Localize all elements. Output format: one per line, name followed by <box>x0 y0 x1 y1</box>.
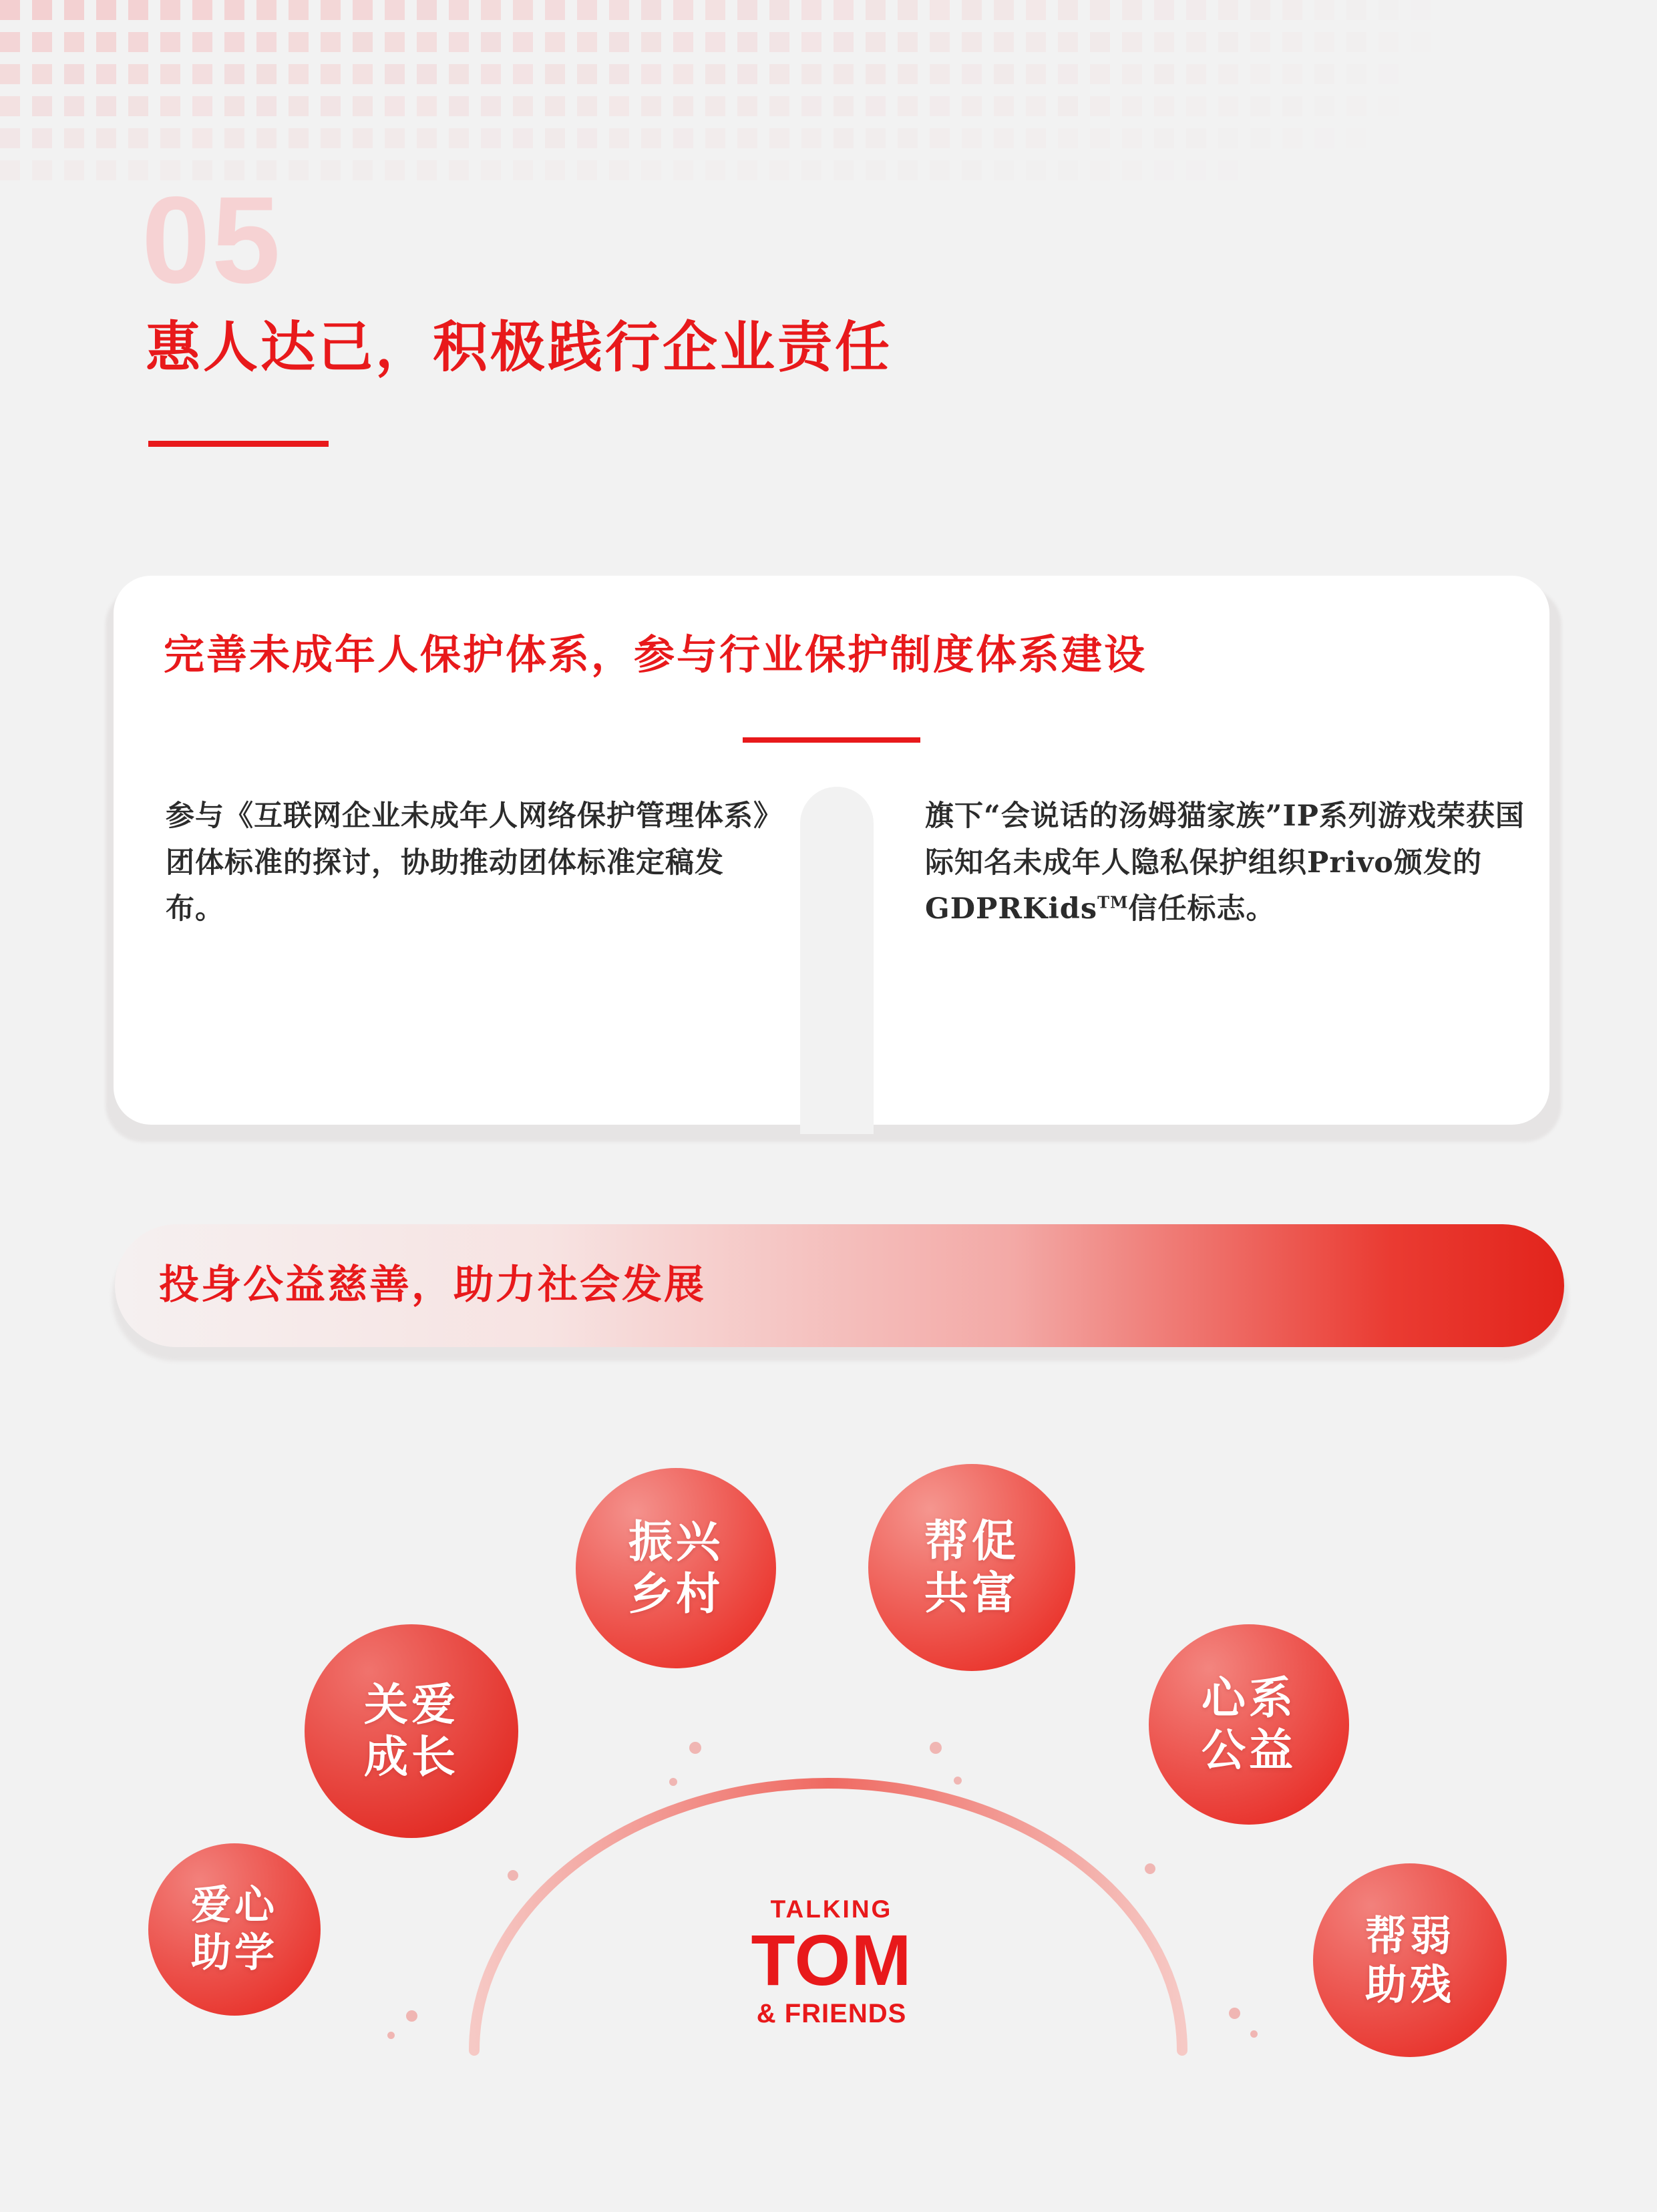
grid-dot <box>1186 128 1206 148</box>
grid-dot <box>353 96 373 116</box>
grid-dot <box>641 64 661 84</box>
grid-dot <box>1250 32 1270 52</box>
grid-dot <box>513 0 533 20</box>
decorative-dot-grid <box>0 0 1657 200</box>
grid-dot <box>737 0 757 20</box>
grid-dot <box>289 128 309 148</box>
title-underline <box>148 441 329 447</box>
grid-dot <box>1058 0 1078 20</box>
grid-dot <box>417 0 437 20</box>
grid-dot <box>577 128 597 148</box>
grid-dot <box>224 96 244 116</box>
grid-dot <box>417 96 437 116</box>
bubble-love-education <box>148 1843 321 2016</box>
grid-dot <box>96 160 116 180</box>
grid-dot <box>289 64 309 84</box>
grid-dot <box>192 64 212 84</box>
grid-dot <box>1154 160 1174 180</box>
grid-dot <box>641 32 661 52</box>
grid-dot <box>1186 64 1206 84</box>
grid-dot <box>834 128 854 148</box>
grid-dot <box>801 64 821 84</box>
grid-dot <box>1122 0 1142 20</box>
grid-dot <box>673 32 693 52</box>
grid-dot <box>673 96 693 116</box>
grid-dot <box>898 160 918 180</box>
bubble-line: 帮促 <box>924 1515 1019 1568</box>
grid-dot <box>994 160 1014 180</box>
grid-dot <box>930 128 950 148</box>
logo-main-text: TOM <box>751 1919 912 2000</box>
bubble-line: 帮弱 <box>1364 1911 1455 1960</box>
grid-dot <box>385 0 405 20</box>
grid-dot <box>449 160 469 180</box>
grid-dot <box>1026 128 1046 148</box>
grid-dot <box>1058 64 1078 84</box>
grid-dot <box>866 128 886 148</box>
grid-dot <box>64 64 84 84</box>
grid-dot <box>417 160 437 180</box>
decor-dot <box>669 1778 677 1786</box>
grid-dot <box>128 96 148 116</box>
grid-dot <box>449 32 469 52</box>
bubble-help-disabled <box>1313 1863 1507 2057</box>
grid-dot <box>930 160 950 180</box>
grid-dot <box>1378 32 1399 52</box>
grid-dot <box>224 64 244 84</box>
grid-dot <box>1154 0 1174 20</box>
grid-dot <box>417 128 437 148</box>
grid-dot <box>769 32 789 52</box>
grid-dot <box>513 96 533 116</box>
grid-dot <box>1090 64 1110 84</box>
grid-dot <box>962 32 982 52</box>
decor-dot <box>689 1742 701 1754</box>
section-number: 05 <box>142 172 282 309</box>
grid-dot <box>1378 64 1399 84</box>
grid-dot <box>96 32 116 52</box>
grid-dot <box>866 64 886 84</box>
grid-dot <box>1090 160 1110 180</box>
grid-dot <box>609 128 629 148</box>
grid-dot <box>801 0 821 20</box>
grid-dot <box>994 0 1014 20</box>
bar-heading: 投身公益慈善，助力社会发展 <box>159 1262 706 1308</box>
bubble-line: 爱心 <box>191 1882 278 1929</box>
grid-dot <box>769 64 789 84</box>
grid-dot <box>32 96 52 116</box>
grid-dot <box>769 128 789 148</box>
grid-dot <box>1026 0 1046 20</box>
grid-dot <box>641 96 661 116</box>
grid-dot <box>1154 64 1174 84</box>
bubble-line: 心系 <box>1202 1672 1296 1724</box>
talking-tom-logo <box>721 1897 942 2027</box>
grid-dot <box>1122 96 1142 116</box>
grid-dot <box>769 96 789 116</box>
grid-dot <box>289 0 309 20</box>
grid-dot <box>577 96 597 116</box>
grid-dot <box>256 64 277 84</box>
decor-dot <box>1229 2008 1240 2019</box>
grid-dot <box>994 128 1014 148</box>
grid-dot <box>96 96 116 116</box>
grid-dot <box>1186 32 1206 52</box>
grid-dot <box>1218 160 1238 180</box>
grid-dot <box>1090 96 1110 116</box>
grid-dot <box>801 128 821 148</box>
grid-dot <box>1314 32 1334 52</box>
grid-dot <box>385 128 405 148</box>
grid-dot <box>1282 64 1302 84</box>
grid-dot <box>962 0 982 20</box>
grid-dot <box>866 32 886 52</box>
grid-dot <box>224 0 244 20</box>
grid-dot <box>705 32 725 52</box>
grid-dot <box>1026 64 1046 84</box>
grid-dot <box>801 32 821 52</box>
grid-dot <box>321 0 341 20</box>
card-heading: 完善未成年人保护体系，参与行业保护制度体系建设 <box>164 631 1147 679</box>
grid-dot <box>769 160 789 180</box>
grid-dot <box>898 64 918 84</box>
grid-dot <box>866 96 886 116</box>
grid-dot <box>609 96 629 116</box>
grid-dot <box>256 128 277 148</box>
grid-dot <box>994 64 1014 84</box>
grid-dot <box>673 64 693 84</box>
grid-dot <box>994 96 1014 116</box>
grid-dot <box>32 64 52 84</box>
grid-dot <box>128 64 148 84</box>
grid-dot <box>577 160 597 180</box>
grid-dot <box>1314 128 1334 148</box>
grid-dot <box>32 32 52 52</box>
grid-dot <box>1058 160 1078 180</box>
decor-dot <box>1250 2030 1258 2038</box>
grid-dot <box>1282 128 1302 148</box>
grid-dot <box>449 96 469 116</box>
grid-dot <box>1346 0 1366 20</box>
grid-dot <box>801 96 821 116</box>
grid-dot <box>32 160 52 180</box>
grid-dot <box>1186 160 1206 180</box>
grid-dot <box>1314 96 1334 116</box>
bubble-line: 共富 <box>924 1567 1019 1619</box>
grid-dot <box>449 64 469 84</box>
grid-dot <box>0 96 20 116</box>
grid-dot <box>737 32 757 52</box>
grid-dot <box>545 96 565 116</box>
grid-dot <box>1026 160 1046 180</box>
grid-dot <box>1346 32 1366 52</box>
grid-dot <box>1218 128 1238 148</box>
grid-dot <box>1218 0 1238 20</box>
grid-dot <box>1282 96 1302 116</box>
grid-dot <box>737 96 757 116</box>
logo-top-text: TALKING <box>770 1895 893 1923</box>
grid-dot <box>353 64 373 84</box>
grid-dot <box>1282 32 1302 52</box>
grid-dot <box>834 160 854 180</box>
logo-sub-text: & FRIENDS <box>756 1999 907 2028</box>
grid-dot <box>96 128 116 148</box>
grid-dot <box>1250 64 1270 84</box>
grid-dot <box>930 32 950 52</box>
grid-dot <box>481 96 501 116</box>
grid-dot <box>128 32 148 52</box>
grid-dot <box>96 64 116 84</box>
grid-dot <box>32 0 52 20</box>
grid-dot <box>96 0 116 20</box>
grid-dot <box>0 128 20 148</box>
grid-dot <box>1186 0 1206 20</box>
grid-dot <box>609 160 629 180</box>
grid-dot <box>1154 96 1174 116</box>
grid-dot <box>417 32 437 52</box>
grid-dot <box>64 0 84 20</box>
grid-dot <box>545 0 565 20</box>
grid-dot <box>513 64 533 84</box>
grid-dot <box>32 128 52 148</box>
grid-dot <box>64 128 84 148</box>
grid-dot <box>1218 32 1238 52</box>
grid-dot <box>64 160 84 180</box>
grid-dot <box>1122 128 1142 148</box>
grid-dot <box>545 128 565 148</box>
card-notch <box>800 787 874 1134</box>
grid-dot <box>1314 64 1334 84</box>
grid-dot <box>417 64 437 84</box>
grid-dot <box>801 160 821 180</box>
grid-dot <box>705 96 725 116</box>
grid-dot <box>192 32 212 52</box>
grid-dot <box>545 32 565 52</box>
grid-dot <box>0 0 20 20</box>
grid-dot <box>1026 96 1046 116</box>
grid-dot <box>0 160 20 180</box>
grid-dot <box>577 64 597 84</box>
grid-dot <box>0 64 20 84</box>
grid-dot <box>641 128 661 148</box>
grid-dot <box>1090 128 1110 148</box>
grid-dot <box>289 160 309 180</box>
grid-dot <box>192 96 212 116</box>
grid-dot <box>449 128 469 148</box>
grid-dot <box>256 32 277 52</box>
grid-dot <box>0 32 20 52</box>
grid-dot <box>673 128 693 148</box>
grid-dot <box>385 32 405 52</box>
grid-dot <box>1250 160 1270 180</box>
grid-dot <box>1122 32 1142 52</box>
card-paragraph-right: 旗下“会说话的汤姆猫家族”IP系列游戏荣获国际知名未成年人隐私保护组织Privo颁发的GDPRKids™信任标志。 <box>925 799 1525 926</box>
grid-dot <box>834 0 854 20</box>
grid-dot <box>1250 128 1270 148</box>
grid-dot <box>641 0 661 20</box>
decor-dot <box>954 1777 962 1785</box>
grid-dot <box>834 96 854 116</box>
grid-dot <box>866 160 886 180</box>
grid-dot <box>449 0 469 20</box>
grid-dot <box>353 32 373 52</box>
grid-dot <box>609 32 629 52</box>
grid-dot <box>481 64 501 84</box>
grid-dot <box>513 128 533 148</box>
grid-dot <box>673 0 693 20</box>
grid-dot <box>192 0 212 20</box>
card-paragraph-left: 参与《互联网企业未成年人网络保护管理体系》团体标准的探讨，协助推动团体标准定稿发布。 <box>166 799 769 926</box>
grid-dot <box>705 64 725 84</box>
grid-dot <box>64 32 84 52</box>
grid-dot <box>1378 0 1399 20</box>
grid-dot <box>962 64 982 84</box>
grid-dot <box>481 0 501 20</box>
grid-dot <box>577 0 597 20</box>
grid-dot <box>1058 128 1078 148</box>
grid-dot <box>1411 0 1431 20</box>
grid-dot <box>705 0 725 20</box>
grid-dot <box>481 160 501 180</box>
grid-dot <box>513 160 533 180</box>
grid-dot <box>1282 0 1302 20</box>
grid-dot <box>898 0 918 20</box>
grid-dot <box>1346 128 1366 148</box>
grid-dot <box>1186 96 1206 116</box>
grid-dot <box>321 160 341 180</box>
grid-dot <box>256 96 277 116</box>
grid-dot <box>673 160 693 180</box>
grid-dot <box>737 64 757 84</box>
grid-dot <box>321 32 341 52</box>
grid-dot <box>481 32 501 52</box>
grid-dot <box>128 128 148 148</box>
grid-dot <box>1250 96 1270 116</box>
grid-dot <box>930 96 950 116</box>
grid-dot <box>289 32 309 52</box>
grid-dot <box>385 64 405 84</box>
grid-dot <box>1090 32 1110 52</box>
card-divider <box>743 737 920 743</box>
grid-dot <box>641 160 661 180</box>
grid-dot <box>1346 64 1366 84</box>
bubble-line: 助残 <box>1364 1960 1455 2009</box>
bubble-line: 公益 <box>1202 1724 1296 1776</box>
grid-dot <box>224 32 244 52</box>
grid-dot <box>481 128 501 148</box>
grid-dot <box>609 0 629 20</box>
grid-dot <box>1411 32 1431 52</box>
grid-dot <box>160 64 180 84</box>
decor-dot <box>930 1742 942 1754</box>
grid-dot <box>1058 32 1078 52</box>
grid-dot <box>289 96 309 116</box>
bubble-revitalize-village <box>576 1468 776 1668</box>
grid-dot <box>128 0 148 20</box>
grid-dot <box>160 32 180 52</box>
grid-dot <box>898 128 918 148</box>
grid-dot <box>385 160 405 180</box>
grid-dot <box>353 0 373 20</box>
grid-dot <box>1090 0 1110 20</box>
grid-dot <box>1378 96 1399 116</box>
grid-dot <box>545 160 565 180</box>
decor-dot <box>406 2010 417 2022</box>
grid-dot <box>513 32 533 52</box>
bubble-care-growth <box>305 1624 518 1838</box>
grid-dot <box>1122 64 1142 84</box>
grid-dot <box>1314 0 1334 20</box>
grid-dot <box>609 64 629 84</box>
grid-dot <box>737 160 757 180</box>
grid-dot <box>769 0 789 20</box>
bubble-line: 助学 <box>191 1929 278 1976</box>
grid-dot <box>1154 128 1174 148</box>
grid-dot <box>898 32 918 52</box>
grid-dot <box>321 128 341 148</box>
bubble-line: 关爱 <box>364 1678 459 1731</box>
grid-dot <box>962 160 982 180</box>
grid-dot <box>994 32 1014 52</box>
grid-dot <box>321 96 341 116</box>
grid-dot <box>160 128 180 148</box>
bubble-public-welfare <box>1149 1624 1349 1825</box>
grid-dot <box>1058 96 1078 116</box>
bubble-common-prosperity <box>868 1464 1075 1671</box>
grid-dot <box>160 96 180 116</box>
grid-dot <box>1154 32 1174 52</box>
grid-dot <box>1026 32 1046 52</box>
grid-dot <box>930 0 950 20</box>
decor-dot <box>508 1870 518 1881</box>
grid-dot <box>866 0 886 20</box>
grid-dot <box>385 96 405 116</box>
grid-dot <box>1346 96 1366 116</box>
grid-dot <box>1218 96 1238 116</box>
bubble-line: 成长 <box>364 1730 459 1783</box>
grid-dot <box>1218 64 1238 84</box>
grid-dot <box>224 128 244 148</box>
grid-dot <box>160 0 180 20</box>
page-title: 惠人达己，积极践行企业责任 <box>146 315 893 379</box>
decor-dot <box>387 2032 395 2039</box>
grid-dot <box>705 128 725 148</box>
grid-dot <box>353 128 373 148</box>
grid-dot <box>930 64 950 84</box>
grid-dot <box>705 160 725 180</box>
grid-dot <box>256 0 277 20</box>
grid-dot <box>192 128 212 148</box>
grid-dot <box>1122 160 1142 180</box>
bubble-line: 乡村 <box>628 1568 723 1620</box>
grid-dot <box>834 32 854 52</box>
grid-dot <box>545 64 565 84</box>
grid-dot <box>64 96 84 116</box>
bubble-line: 振兴 <box>628 1515 723 1568</box>
grid-dot <box>834 64 854 84</box>
grid-dot <box>1250 0 1270 20</box>
grid-dot <box>321 64 341 84</box>
grid-dot <box>962 128 982 148</box>
grid-dot <box>577 32 597 52</box>
grid-dot <box>898 96 918 116</box>
decor-dot <box>1145 1863 1155 1874</box>
grid-dot <box>962 96 982 116</box>
grid-dot <box>737 128 757 148</box>
grid-dot <box>353 160 373 180</box>
